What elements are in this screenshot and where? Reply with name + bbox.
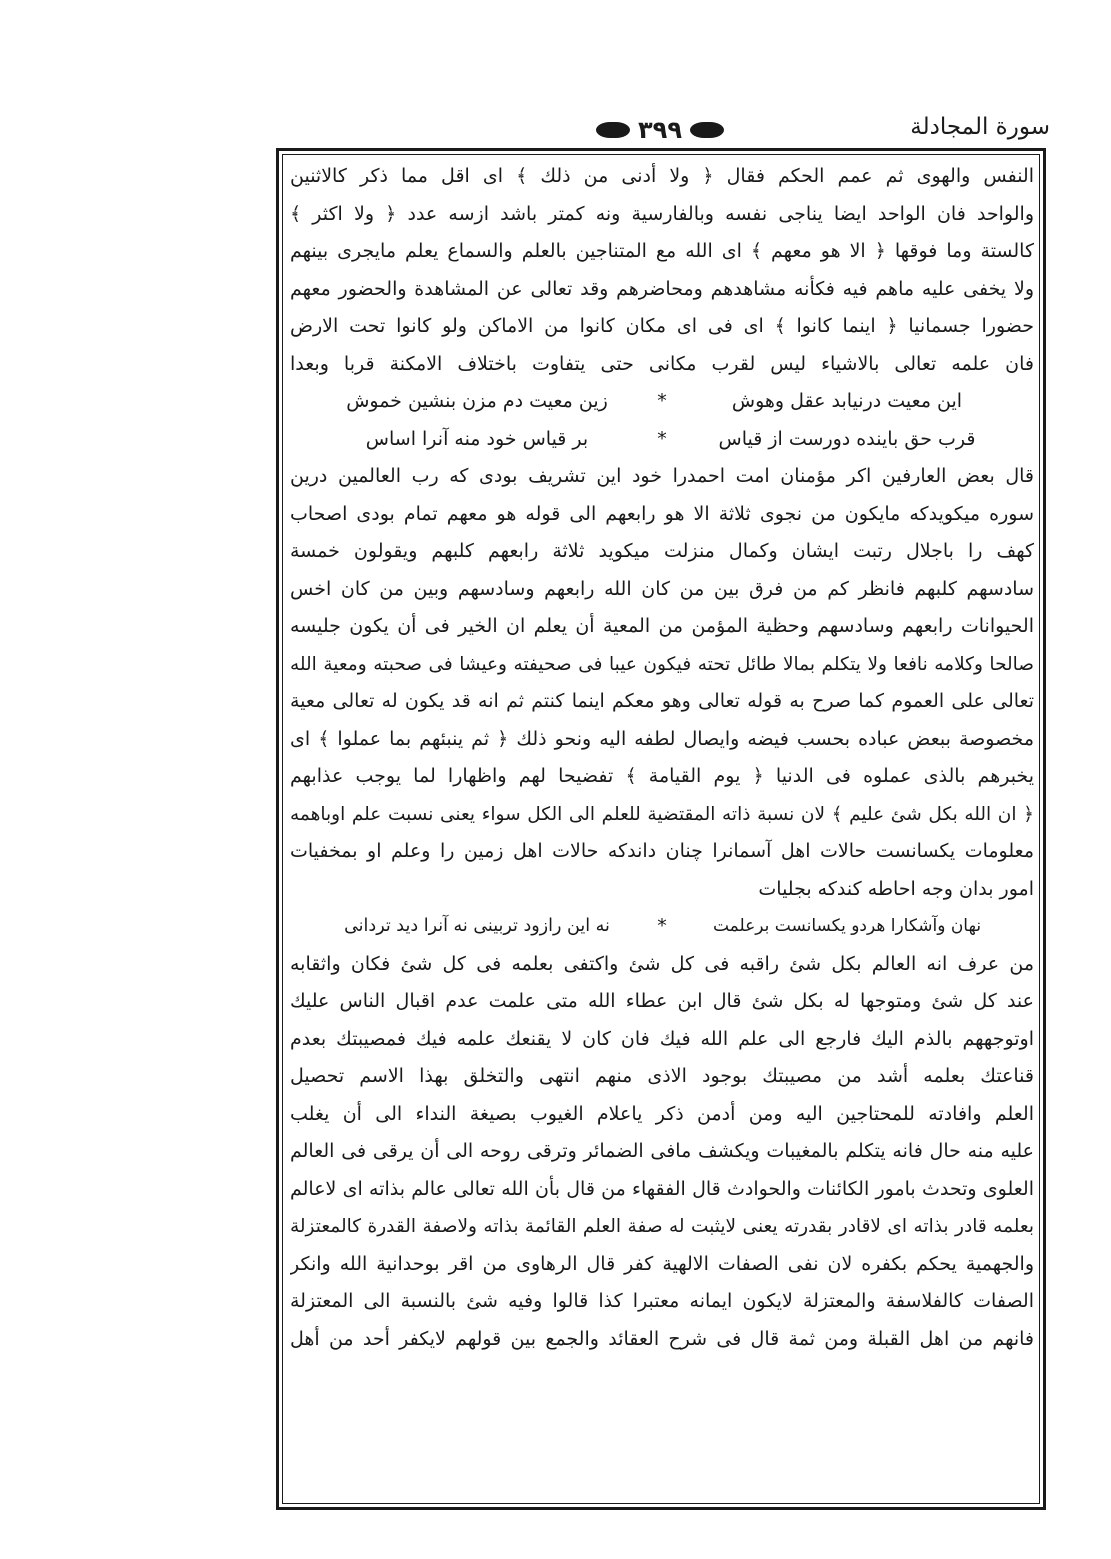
text-line: ولا يخفى عليه ماهم فيه فكأنه مشاهدهم ومحاضرهم وقد تعالى عن المشاهدة والحضور معهم [290, 277, 1034, 300]
text-line: سوره ميكويدكه مايكون من نجوى ثلاثة الا هو رابعهم الى قوله هو معهم تمام بودى اصحاب [290, 502, 1034, 525]
text-line: عليه منه حال فانه يتكلم بالمغيبات ويكشف مافى الضمائر وترقى روحه الى أن يرقى فى العالم [290, 1140, 1034, 1162]
text-line: من عرف انه العالم بكل شئ راقبه فى كل شئ واكتفى بعلمه فى كل شئ فكان واثقابه [290, 952, 1034, 975]
page-number: ٣٩٩ [638, 116, 682, 144]
right-ornament-icon [690, 122, 724, 138]
surah-title: سورة المجادلة [910, 114, 1050, 140]
text-line: قناعتك بعلمه أشد من مصيبتك بوجود الاذى منهم انتهى والتخلق بهذا الاسم تحصيل [290, 1065, 1034, 1087]
verse-hemistich-right: قرب حق باينده دورست از قياس [718, 427, 976, 450]
verse-separator: * [657, 915, 667, 937]
verse-hemistich-right: نهان وآشكارا هردو يكسانست برعلمت [712, 916, 982, 936]
text-line: تعالى على العموم كما صرح به قوله تعالى وهو معكم اينما كنتم ثم انه قد يكون له تعالى معية [290, 690, 1034, 712]
text-line: والجهمية يحكم بكفره لان نفى الصفات الالهية كفر قال الرهاوى من اقر بوحدانية الله وانكر [290, 1252, 1034, 1275]
page-number-ornament [580, 114, 740, 146]
text-line: الحيوانات رابعهم وسادسهم وحظية المؤمن من المعية أن يعلم ان الخير فى أن يكون جليسه [290, 615, 1034, 637]
text-line: كالستة وما فوقها ﴿ الا هو معهم ﴾ اى الله مع المتناجين بالعلم والسماع يعلم مايجرى بينهم [290, 240, 1034, 262]
text-line: عند كل شئ ومتوجها له بكل شئ قال ابن عطاء الله متى علمت عدم اقبال الناس عليك [290, 990, 1034, 1012]
text-line: اوتوجههم بالذم اليك فارجع الى علم الله فيك فان كان لا يقنعك علمه فيك فمصيبتك بعدم [290, 1027, 1034, 1050]
text-line: العلوى وتحدث بامور الكائنات والحوادث قال الفقهاء من قال بأن الله تعالى عالم بذاته اى لاعالم [290, 1177, 1034, 1200]
text-line: قال بعض العارفين اكر مؤمنان امت احمدرا خود اين تشريف بودى كه رب العالمين درين [290, 465, 1034, 487]
text-line: فان علمه تعالى بالاشياء ليس لقرب مكانى حتى يتفاوت باختلاف الامكنة قربا وبعدا [290, 352, 1034, 375]
verse-separator: * [657, 390, 667, 412]
text-line: الصفات كالفلاسفة والمعتزلة لايكون ايمانه معتبرا كذا قالوا وفيه شئ بالنسبة الى المعتزلة [290, 1290, 1034, 1312]
text-line: سادسهم كلبهم فانظر كم من فرق بين من كان الله رابعهم وسادسهم وبين من كان اخس [290, 577, 1034, 600]
text-line: النفس والهوى ثم عمم الحكم فقال ﴿ ولا أدنى من ذلك ﴾ اى اقل مما ذكر كالاثنين [290, 165, 1034, 187]
text-line: صالحا وكلامه نافعا ولا يتكلم بمالا طائل تحته فيكون عيبا فى صحيفته وعيشا فى صحبته ومعية الله [290, 653, 1034, 675]
text-line: حضورا جسمانيا ﴿ اينما كانوا ﴾ اى فى اى مكان كانوا من الاماكن ولو كانوا تحت الارض [290, 315, 1034, 337]
verse-hemistich-left: نه اين رازود تربينى نه آنرا ديد تردانى [344, 916, 610, 936]
main-text [290, 158, 1034, 1358]
page-header [270, 108, 1050, 150]
verse-couplet [290, 383, 1034, 421]
text-line: كهف را باجلال رتبت ايشان وكمال منزلت ميكويد ثلاثة رابعهم كلبهم ويقولون خمسة [290, 540, 1034, 562]
text-line: العلم وافادته للمحتاجين اليه ومن أدمن ذكر ياعلام الغيوب بصيغة النداء الى أن يغلب [290, 1102, 1034, 1125]
verse-hemistich-left: زين معيت دم مزن بنشين خموش [346, 390, 608, 412]
text-line: معلومات يكسانست حالات اهل آسمانرا چنان داندكه حالات اهل زمين را وعلم او بمخفيات [290, 840, 1034, 862]
verse-couplet [290, 908, 1034, 946]
text-line: مخصوصة ببعض عباده بحسب فيضه وايصال لطفه اليه ونحو ذلك ﴿ ثم ينبئهم بما عملوا ﴾ اى [290, 727, 1034, 750]
text-line: يخبرهم بالذى عملوه فى الدنيا ﴿ يوم القيامة ﴾ تفضيحا لهم واظهارا لما يوجب عذابهم [290, 765, 1034, 787]
verse-couplet [290, 421, 1034, 459]
text-line: ﴿ ان الله بكل شئ عليم ﴾ لان نسبة ذاته المقتضية للعلم الى الكل سواء يعنى نسبت علم اوباهمه [290, 803, 1034, 825]
left-ornament-icon [596, 122, 630, 138]
text-line-short: امور بدان وجه احاطه كندكه بجليات [758, 877, 1034, 900]
text-line: فانهم من اهل القبلة ومن ثمة قال فى شرح العقائد والجمع بين قولهم لايكفر أحد من أهل [290, 1327, 1034, 1350]
text-line: والواحد فان الواحد ايضا يناجى نفسه وبالفارسية ونه كمتر باشد ازسه عدد ﴿ ولا اكثر ﴾ [290, 202, 1034, 225]
text-line: بعلمه قادر بذاته اى لاقادر بقدرته يعنى لايثبت له صفة العلم القائمة بذاته ولاصفة القدرة كالمعتزلة [290, 1216, 1034, 1237]
verse-separator: * [657, 427, 667, 450]
verse-hemistich-right: اين معيت درنيابد عقل وهوش [731, 390, 963, 412]
verse-hemistich-left: بر قياس خود منه آنرا اساس [365, 427, 589, 450]
